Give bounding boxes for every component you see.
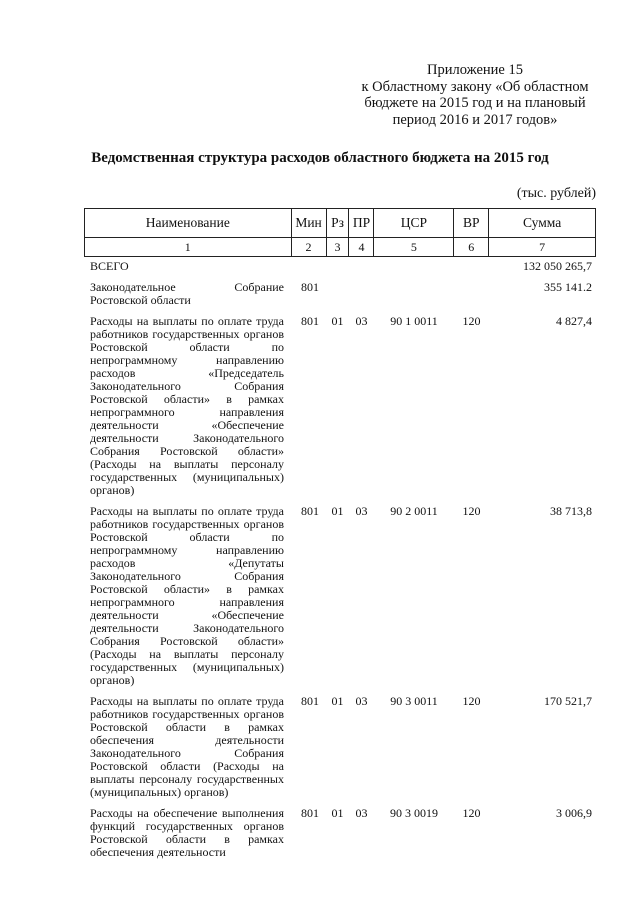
- row-min: [294, 260, 326, 281]
- row-min: 801: [301, 314, 319, 328]
- col-header-rz: Рз: [326, 209, 349, 238]
- row-sum: 4 827,4: [556, 314, 592, 328]
- row-rz: [326, 260, 349, 281]
- row-sum: 38 713,8: [550, 504, 592, 518]
- row-pr: 03: [355, 504, 368, 518]
- row-min: 801: [301, 280, 319, 294]
- col-header-sum: Сумма: [489, 209, 596, 238]
- row-name: Расходы на выплаты по оплате труда работников государственных органов Ростовской области по непрограммному направлению расходов «Председатель Законодательного Собрания Ростовской области» в рамках непрограммного направления деятельности «Обеспечение деятельности Законодательного Собрания Ростовской области» (Расходы на выплаты персоналу государственных (муниципальных) органов): [90, 314, 284, 497]
- row-vr: 120: [462, 314, 481, 328]
- row-pr: [349, 281, 374, 315]
- appendix-line: период 2016 и 2017 годов»: [392, 111, 558, 128]
- appendix-header: [340, 62, 610, 128]
- row-rz: 01: [331, 694, 344, 708]
- header-row: [85, 209, 596, 238]
- row-pr: [349, 260, 374, 281]
- row-sum: 355 141.2: [544, 280, 592, 294]
- col-number: 7: [489, 238, 596, 257]
- budget-table-body: [90, 260, 596, 859]
- col-header-min: Мин: [291, 209, 326, 238]
- col-number: 5: [374, 238, 454, 257]
- row-vr: [454, 281, 489, 315]
- row-pr: 03: [355, 806, 368, 820]
- table-row: [90, 260, 596, 281]
- row-sum: 132 050 265,7: [523, 259, 592, 273]
- row-vr: 120: [462, 806, 481, 820]
- row-rz: 01: [331, 314, 344, 328]
- row-name: ВСЕГО: [90, 259, 129, 273]
- row-sum: 3 006,9: [556, 806, 592, 820]
- row-vr: 120: [462, 694, 481, 708]
- appendix-line: бюджете на 2015 год и на плановый: [364, 95, 586, 111]
- col-number: 4: [349, 238, 374, 257]
- row-csr: [374, 281, 454, 315]
- col-header-vr: ВР: [454, 209, 489, 238]
- row-csr: 90 1 0011: [390, 314, 438, 328]
- table-row: [90, 807, 596, 859]
- table-row: [90, 315, 596, 505]
- row-name: Расходы на обеспечение выполнения функций государственных органов Ростовской области в рамках обеспечения деятельности: [90, 806, 284, 859]
- appendix-line: Приложение 15: [427, 62, 523, 78]
- row-rz: [326, 281, 349, 315]
- col-number: 1: [85, 238, 292, 257]
- row-pr: 03: [355, 694, 368, 708]
- table-row: [90, 695, 596, 807]
- table-row: [90, 505, 596, 695]
- row-vr: 120: [462, 504, 481, 518]
- row-vr: [454, 260, 489, 281]
- row-pr: 03: [355, 314, 368, 328]
- row-rz: 01: [331, 504, 344, 518]
- row-name: Расходы на выплаты по оплате труда работников государственных органов Ростовской области в рамках обеспечения деятельности Законодательного Собрания Ростовской области (Расходы на выплаты персоналу государственных (муниципальных) органов): [90, 694, 284, 799]
- row-rz: 01: [331, 806, 344, 820]
- col-header-name: Наименование: [85, 209, 292, 238]
- row-csr: [374, 260, 454, 281]
- row-csr: 90 3 0011: [390, 694, 438, 708]
- table-row: [90, 281, 596, 315]
- document-title: Ведомственная структура расходов областного бюджета на 2015 год: [91, 150, 549, 166]
- row-name: Расходы на выплаты по оплате труда работников государственных органов Ростовской области по непрограммному направлению расходов «Депутаты Законодательного Собрания Ростовской области» в рамках непрограммного направления деятельности «Обеспечение деятельности Законодательного Собрания Ростовской области» (Расходы на выплаты персоналу государственных (муниципальных) органов): [90, 504, 284, 687]
- appendix-line: к Областному закону «Об областном: [361, 78, 589, 95]
- col-number: 2: [291, 238, 326, 257]
- units-label: (тыс. рублей): [516, 186, 596, 201]
- col-number: 6: [454, 238, 489, 257]
- column-number-row: [85, 238, 596, 257]
- row-min: 801: [301, 806, 319, 820]
- table-header: [84, 208, 596, 257]
- col-header-csr: ЦСР: [374, 209, 454, 238]
- row-name: Законодательное Собрание Ростовской области: [90, 280, 284, 307]
- row-csr: 90 3 0019: [390, 806, 438, 820]
- row-sum: 170 521,7: [544, 694, 592, 708]
- col-number: 3: [326, 238, 349, 257]
- row-min: 801: [301, 694, 319, 708]
- col-header-pr: ПР: [349, 209, 374, 238]
- row-csr: 90 2 0011: [390, 504, 438, 518]
- row-min: 801: [301, 504, 319, 518]
